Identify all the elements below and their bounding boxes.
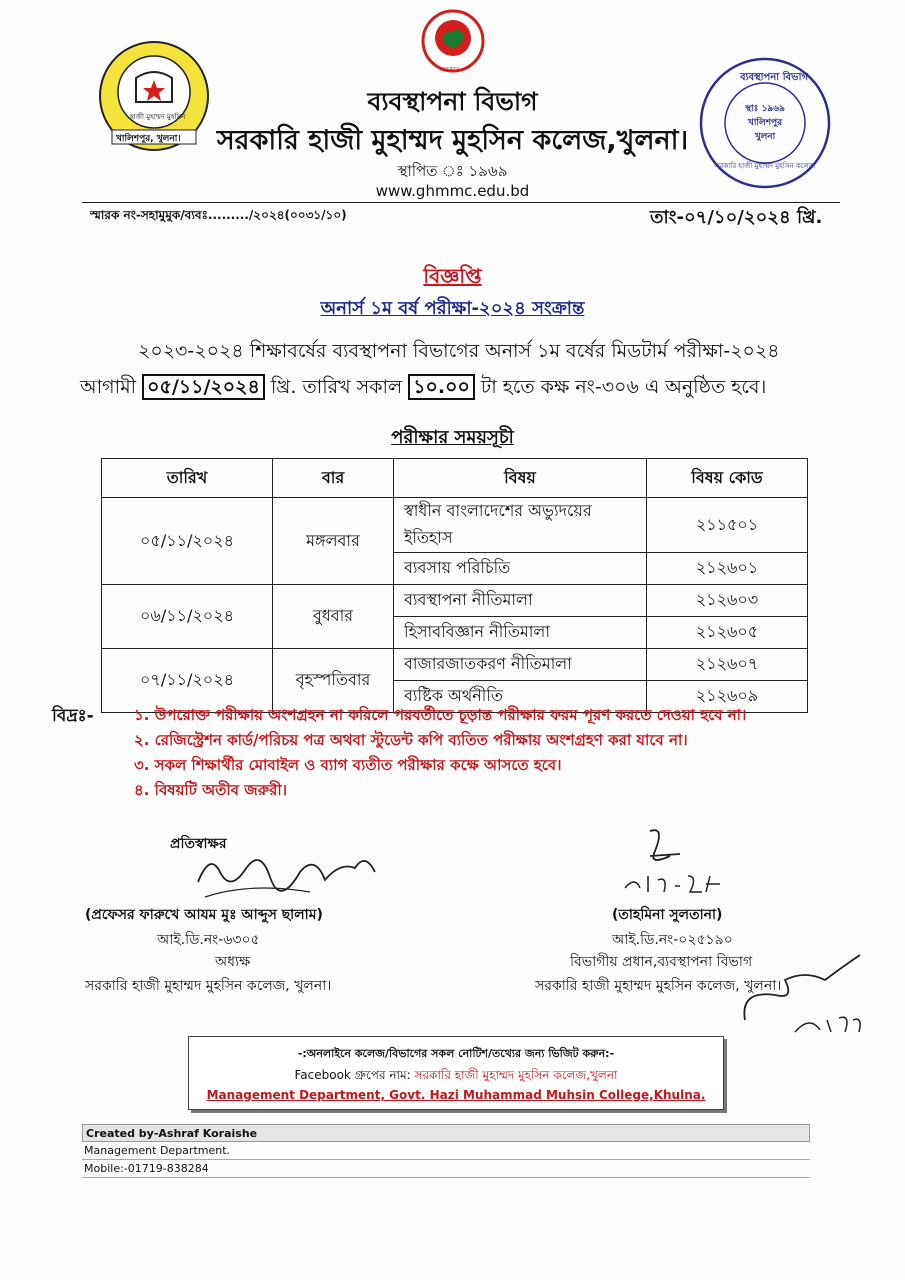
- para-prefix: আগামী: [80, 376, 137, 398]
- head-title: বিভাগীয় প্রধান,ব্যবস্থাপনা বিভাগ: [570, 954, 753, 970]
- para-suffix: টা হতে কক্ষ নং-৩০৬ এ অনুষ্ঠিত হবে।: [480, 376, 767, 398]
- college-logo-caption: খালিশপুর, খুলনা।: [116, 134, 181, 144]
- subject-cell: স্বাধীন বাংলাদেশের অভ্যুদয়ের ইতিহাস: [394, 498, 647, 553]
- note-item: ৩. সকল শিক্ষার্থীর মোবাইল ও ব্যাগ ব্যতীত পরীক্ষার কক্ষে আসতে হবে।: [134, 756, 562, 774]
- code-cell: ২১২৬০৫: [647, 617, 808, 649]
- department-name: ব্যবস্থাপনা বিভাগ: [367, 87, 538, 116]
- code-cell: ২১১৫০১: [647, 498, 808, 553]
- memo-number: স্মারক নং-সহামুমুক/ব্যবঃ........./২০২৪(০০৩১/১০): [90, 208, 347, 222]
- code-cell: ২১২৬০৭: [647, 649, 808, 681]
- creator-mobile: Mobile:-01719-838284: [84, 1162, 209, 1175]
- subject-cell: ব্যবসায় পরিচিতি: [394, 553, 647, 585]
- subject-cell: ব্যষ্টিক অর্থনীতি: [394, 681, 647, 713]
- notice-date: তাং-০৭/১০/২০২৪ খ্রি.: [650, 207, 823, 228]
- website-link[interactable]: www.ghmmc.edu.bd: [375, 182, 530, 200]
- table-row: [102, 585, 808, 617]
- code-cell: ২১২৬০১: [647, 553, 808, 585]
- head-id: আই.ডি.নং-০২৫১৯০: [612, 932, 733, 948]
- table-row: [102, 498, 808, 553]
- table-row: [102, 649, 808, 681]
- head-name: (তাহমিনা সুলতানা): [612, 907, 723, 923]
- facebook-group-line: [189, 1067, 723, 1087]
- department-link[interactable]: Management Department, Govt. Hazi Muhammad Muhsin College,Khulna.: [206, 1088, 706, 1102]
- seal-arc-text: ব্যবস্থাপনা বিভাগ: [740, 72, 809, 83]
- notice-paragraph-line2: [80, 373, 840, 405]
- creator-divider: [82, 1177, 810, 1178]
- creator-department: Management Department.: [84, 1144, 231, 1157]
- notice-title: [0, 262, 905, 295]
- established-year: স্থাপিত ঃ ১৯৬৯: [397, 162, 508, 180]
- online-info-box: [188, 1036, 724, 1110]
- notice-paragraph-line1: ২০২৩-২০২৪ শিক্ষাবর্ষের ব্যবস্থাপনা বিভাগের অনার্স ১ম বর্ষের মিডটার্ম পরীক্ষা-২০২৪: [138, 340, 780, 362]
- principal-signature: [190, 842, 380, 904]
- header-day: বার: [273, 459, 394, 498]
- routine-title-text: পরীক্ষার সময়সূচী: [391, 427, 514, 448]
- facebook-group-name[interactable]: সরকারি হাজী মুহাম্মদ মুহসিন কলেজ,খুলনা: [414, 1068, 618, 1082]
- subject-cell: ব্যবস্থাপনা নীতিমালা: [394, 585, 647, 617]
- notes-list: [134, 703, 746, 803]
- principal-college: সরকারি হাজী মুহাম্মদ মুহসিন কলেজ, খুলনা।: [85, 978, 332, 994]
- header-code: বিষয় কোড: [647, 459, 808, 498]
- principal-id: আই.ডি.নং-৬৩০৫: [157, 932, 260, 948]
- exam-date-cell: ০৭/১১/২০২৪: [102, 649, 273, 713]
- seal-bottom-text: সরকারি হাজী মুহাম্মদ মুহসিন কলেজ: [714, 162, 816, 170]
- exam-day-cell: বুধবার: [273, 585, 394, 649]
- principal-name: (প্রফেসর ফারুখে আযম মুঃ আব্দুস ছালাম): [85, 907, 323, 923]
- subject-cell: বাজারজাতকরণ নীতিমালা: [394, 649, 647, 681]
- exam-schedule-table: [101, 458, 808, 713]
- online-info-line: -:অনলাইনে কলেজ/বিভাগের সকল নোটিশ/তথ্যের জন্য ভিজিট করুন:-: [297, 1047, 615, 1060]
- routine-title: [0, 423, 905, 454]
- exam-day-cell: মঙ্গলবার: [273, 498, 394, 585]
- head-signature: [620, 826, 730, 901]
- exam-time-box: ১০.০০: [408, 374, 475, 400]
- note-label: বিদ্রঃ-: [52, 706, 94, 726]
- facebook-prefix: Facebook গ্রুপের নাম:: [294, 1068, 415, 1082]
- created-by: Created by-Ashraf Koraishe: [82, 1124, 810, 1142]
- seal-inner-established: স্থাঃ ১৯৬৯: [745, 104, 785, 114]
- header-date: তারিখ: [102, 459, 273, 498]
- countersign-label: প্রতিস্বাক্ষর: [170, 836, 227, 852]
- exam-date-cell: ০৬/১১/২০২৪: [102, 585, 273, 649]
- seal-inner-khulna: খুলনা: [754, 132, 776, 142]
- code-cell: ২১২৬০৯: [647, 681, 808, 713]
- note-item: ৪. বিষয়টি অতীব জরুরী।: [134, 781, 288, 799]
- exam-date-cell: ০৫/১১/২০২৪: [102, 498, 273, 585]
- college-name: সরকারি হাজী মুহাম্মদ মুহসিন কলেজ,খুলনা।: [216, 125, 689, 156]
- table-header-row: [102, 459, 808, 498]
- exam-day-cell: বৃহস্পতিবার: [273, 649, 394, 713]
- head-college: সরকারি হাজী মুহাম্মদ মুহসিন কলেজ, খুলনা।: [535, 978, 782, 994]
- exam-date-box: ০৫/১১/২০২৪: [142, 374, 265, 400]
- para-mid: খ্রি. তারিখ সকাল: [270, 376, 403, 398]
- notice-subject-text: অনার্স ১ম বর্ষ পরীক্ষা-২০২৪ সংক্রান্ত: [320, 298, 585, 319]
- seal-inner-khalishpur: খালিশপুর: [747, 118, 783, 128]
- government-logo-text: সরকার: [440, 66, 460, 74]
- code-cell: ২১২৬০৩: [647, 585, 808, 617]
- marginal-signature: [735, 950, 875, 1040]
- college-logo-arc-text: হাজী মুহাম্মদ মুহসিন: [130, 113, 186, 121]
- notice-subject: [0, 294, 905, 325]
- subject-cell: হিসাববিজ্ঞান নীতিমালা: [394, 617, 647, 649]
- header-subject: বিষয়: [394, 459, 647, 498]
- creator-divider: [82, 1159, 810, 1160]
- principal-title: অধ্যক্ষ: [215, 954, 251, 970]
- note-item: ২. রেজিস্ট্রেশন কার্ড/পরিচয় পত্র অথবা স্টুডেন্ট কপি ব্যতিত পরীক্ষায় অংশগ্রহণ করা যাবে না।: [134, 731, 688, 749]
- notice-title-text: বিজ্ঞপ্তি: [423, 264, 482, 288]
- note-item: ১. উপরোক্ত পরীক্ষায় অংশগ্রহন না করিলে পরবর্তীতে চূড়ান্ত পরীক্ষার ফরম পূরণ করতে দেওয়া হবে না।: [134, 706, 747, 724]
